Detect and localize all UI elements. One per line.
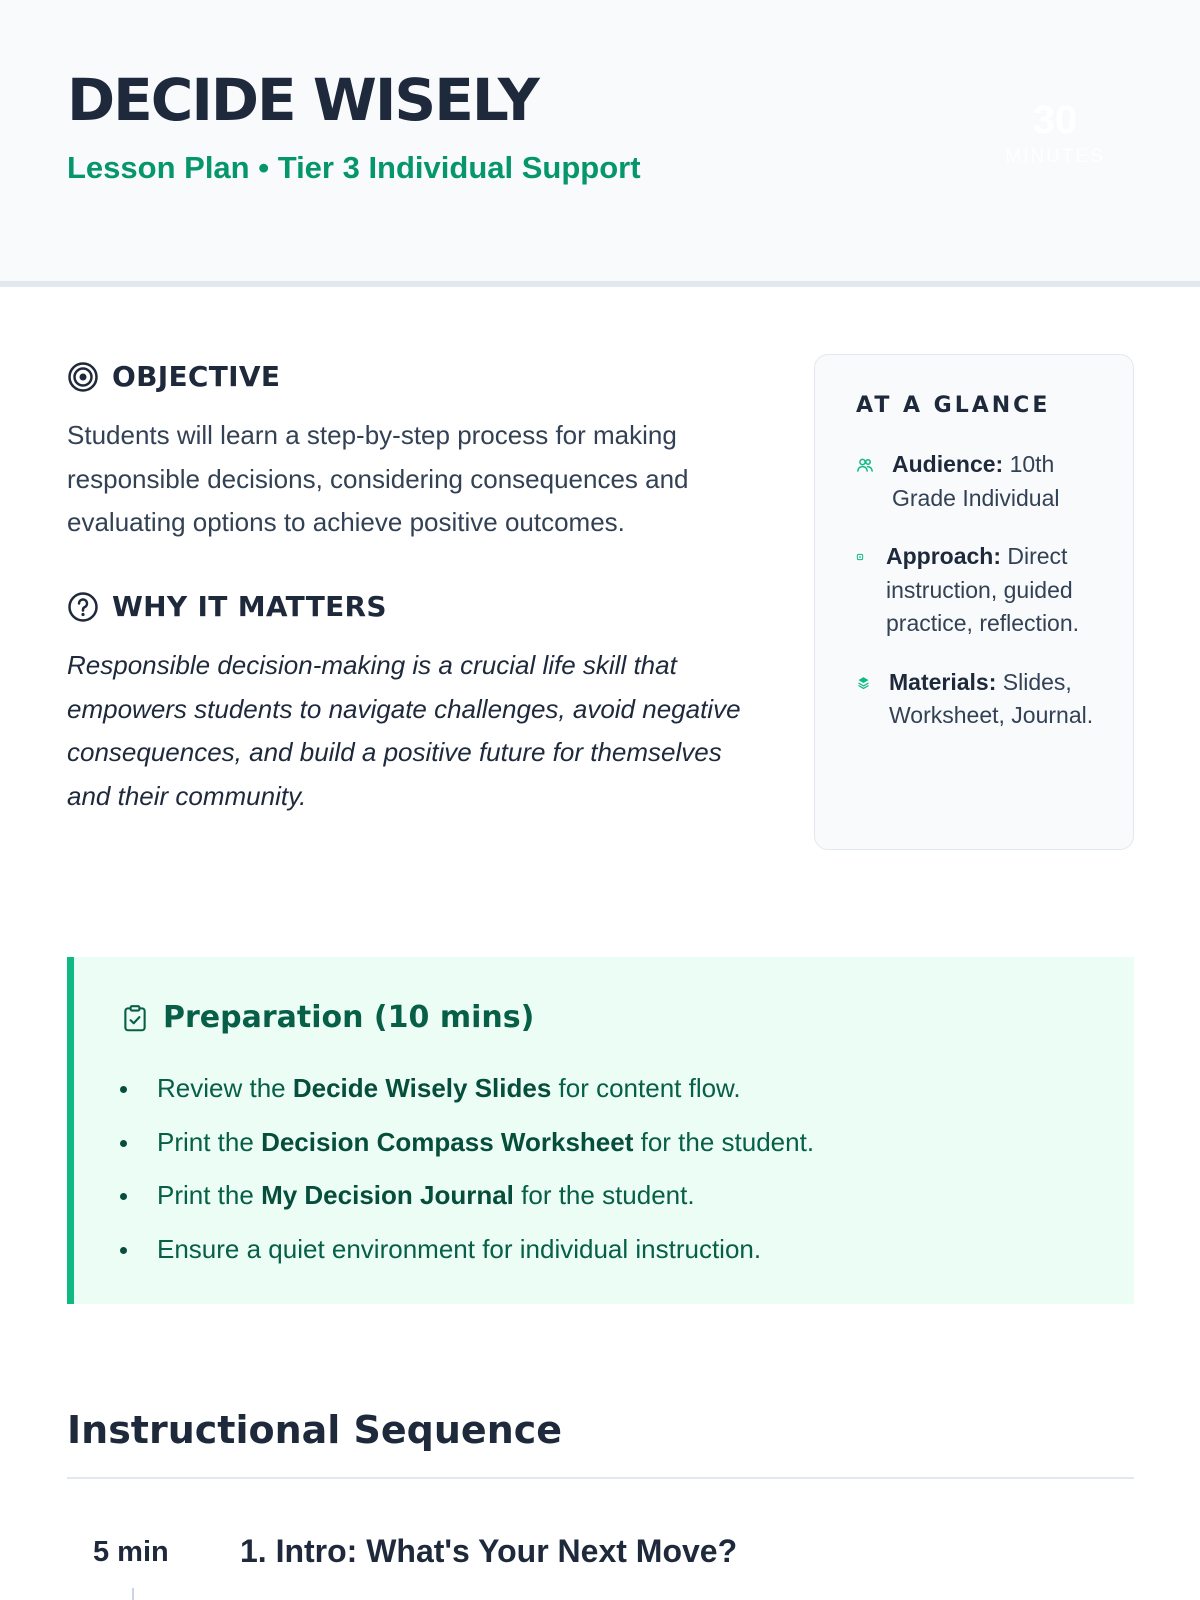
clipboard-check-icon (121, 1002, 149, 1034)
at-a-glance-card (814, 354, 1134, 850)
step-title: 1. Intro: What's Your Next Move? (240, 1533, 738, 1569)
step-time: 5 min (93, 1536, 169, 1568)
glance-item-audience (856, 448, 1095, 515)
glance-approach-label: Approach: (886, 543, 1001, 569)
lesson-subtitle: Lesson Plan • Tier 3 Individual Support (67, 150, 641, 185)
preparation-heading-label: Preparation (10 mins) (163, 1000, 535, 1035)
glance-materials-value: Slides, Worksheet, Journal. (889, 668, 1094, 728)
list-item: Review the Decide Wisely Slides for content flow. (120, 1062, 814, 1116)
preparation-callout (67, 957, 1134, 1304)
timeline-connector (132, 1588, 134, 1600)
glance-audience-label: Audience: (892, 451, 1004, 477)
layers-icon (856, 674, 871, 692)
glance-materials-label: Materials: (889, 668, 997, 695)
objective-heading-label: OBJECTIVE (112, 360, 281, 393)
lesson-title: DECIDE WISELY (67, 66, 538, 134)
approach-icon (856, 548, 868, 566)
question-circle-icon (67, 591, 99, 623)
duration-unit: MINUTES (1005, 146, 1105, 167)
objective-text: Students will learn a step-by-step process for making responsible decisions, considering consequences and evaluating options to achieve positive outcomes. (67, 420, 689, 537)
preparation-heading (121, 1000, 534, 1035)
why-heading (67, 590, 387, 623)
list-item: Ensure a quiet environment for individual instruction. (120, 1223, 814, 1277)
glance-audience-value: 10th Grade Individual (892, 451, 1060, 511)
glance-item-materials (856, 666, 1095, 733)
glance-item-approach (856, 540, 1095, 641)
duration-value: 30 (1032, 98, 1078, 142)
glance-approach-value: Direct instruction, guided practice, reflection. (886, 543, 1080, 636)
why-heading-label: WHY IT MATTERS (112, 590, 387, 623)
list-item: Print the Decision Compass Worksheet for the student. (120, 1116, 814, 1170)
sequence-divider (67, 1477, 1134, 1479)
preparation-list (120, 1062, 814, 1276)
duration-badge (990, 96, 1120, 168)
glance-title: AT A GLANCE (856, 393, 1051, 418)
target-icon (67, 361, 99, 393)
users-icon (856, 456, 874, 474)
objective-heading (67, 360, 280, 393)
lesson-header (0, 0, 1200, 287)
sequence-title: Instructional Sequence (67, 1408, 563, 1452)
list-item: Print the My Decision Journal for the student. (120, 1169, 814, 1223)
why-text: Responsible decision-making is a crucial life skill that empowers students to navigate challenges, avoid negative consequences, and build a positive future for themselves and their community. (67, 650, 741, 811)
